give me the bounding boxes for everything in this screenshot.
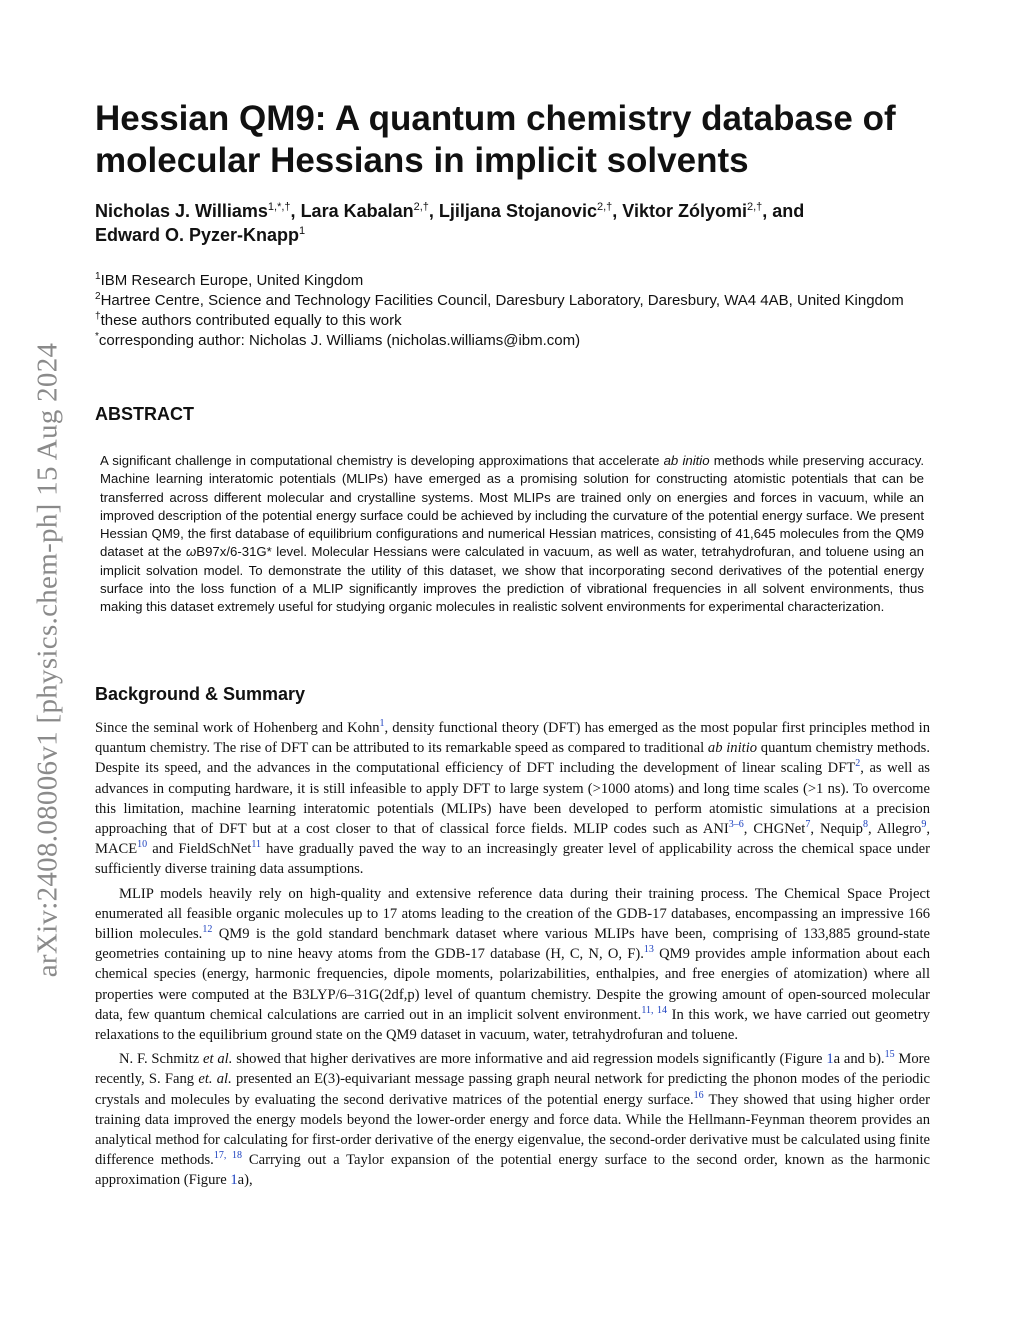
body-text: [95, 718, 930, 1195]
figure-reference-link[interactable]: 1: [230, 1172, 238, 1189]
citation-link[interactable]: 12: [202, 924, 213, 936]
paragraph: N. F. Schmitz et al. showed that higher derivatives are more informative and aid regression models significantly (Figure 1a and b).$^{15}$ More recently, S. Fang et. al. presented an E(3)-equivariant message passing graph neural network for predicting the phonon modes of the periodic crystals and molecules by evaluating the second derivative matrices of the potential energy surface.$^{16}$ They showed that using higher order training data improved the energy models beyond the lower-order energy and force data. While the Hellmann-Feynman theorem provides an analytical method for calculating for first-order derivative of the energy eigenvalue, the second-order derivative must be calculated using finite difference methods.$^{17, 18}$ Carrying out a Taylor expansion of the potential energy surface to the second order, known as the harmonic approximation (Figure 1a),: [95, 1049, 931, 1189]
author-affiliation-mark: 2,†: [746, 201, 763, 213]
citation-link[interactable]: 9: [921, 819, 927, 831]
citation-link[interactable]: 8: [862, 819, 868, 831]
author-name: Nicholas J. Williams: [95, 201, 268, 221]
citation-link[interactable]: 13: [643, 944, 654, 956]
author-affiliation-mark: 1,*,†: [267, 201, 291, 213]
citation-link[interactable]: 10: [137, 839, 148, 851]
affiliation-item: *corresponding author: Nicholas J. Williams (nicholas.williams@ibm.com): [95, 331, 581, 349]
author-name: Ljiljana Stojanovic: [438, 201, 597, 221]
citation-link[interactable]: 15: [884, 1049, 895, 1061]
citation-link[interactable]: 17, 18: [213, 1150, 243, 1162]
affiliation-item: †these authors contributed equally to this work: [95, 311, 402, 329]
author-affiliation-mark: 2,†: [413, 201, 429, 213]
abstract-text: A significant challenge in computational chemistry is developing approximations that accelerate ab initio methods while preserving accuracy. Machine learning interatomic potentials (MLIPs) have emerged as a promising solution for constructing atomistic potentials that can be transferred across different molecular and crystalline systems. Most MLIPs are trained only on energies and forces in vacuum, while an improved description of the potential energy surface could be achieved by including the curvature of the potential energy surface. We present Hessian QM9, the first database of equilibrium configurations and numerical Hessian matrices, consisting of 41,645 molecules from the QM9 dataset at the ωB97x/6-31G* level. Molecular Hessians were calculated in vacuum, as well as water, tetrahydrofuran, and toluene using an implicit solvation model. To demonstrate the utility of this dataset, we show that incorporating second derivatives of the potential energy surface into the loss function of a MLIP significantly improves the prediction of vibrational frequencies in all solvent environments, thus making this dataset extremely useful for studying organic molecules in realistic solvent environments for experimental characterization.: [100, 453, 924, 615]
author-name: Lara Kabalan: [300, 201, 414, 221]
affiliation-item: $^2$Hartree Centre, Science and Technology Facilities Council, Daresbury Laboratory, Daresbury, WA4 4AB, United Kingdom: [95, 291, 904, 309]
section-heading: Background & Summary: [95, 684, 306, 704]
figure-reference-link[interactable]: 1: [826, 1051, 834, 1068]
affiliation-item: $^1$IBM Research Europe, United Kingdom: [95, 271, 364, 289]
paragraph: MLIP models heavily rely on high-quality and extensive reference data during their training process. The Chemical Space Project enumerated all feasible organic molecules up to 17 atoms leading to the creation of the GDB-17 databases, encompassing an impressive 166 billion molecules.$^{12}$ QM9 is the gold standard benchmark dataset where various MLIPs have been, comprising of 133,885 ground-state geometries containing up to nine heavy atoms from the GDB-17 database (H, C, N, O, F).$^{13}$ QM9 provides ample information about each chemical species (energy, harmonic frequencies, dipole moments, polarizabilities, enthalpies, and free energies of atomization) where all properties were computed at the B3LYP/6–31G(2df,p) level of quantum chemistry. Despite the growing amount of open-sourced molecular data, few quantum chemical calculations are carried out in an implicit solvent environment.$^{11, 14}$ In this work, we have carried out geometry relaxations to the equilibrium ground state on the QM9 dataset in vacuum, water, tetrahydrofuran and toluene.: [95, 885, 931, 1044]
citation-link[interactable]: 2: [855, 758, 861, 770]
paragraph: Since the seminal work of Hohenberg and Kohn$^1$, density functional theory (DFT) has emerged as the most popular first principles method in quantum chemistry. The rise of DFT can be attributed to its remarkable speed as compared to traditional ab initio quantum chemistry methods. Despite its speed, and the advances in the computational efficiency of DFT including the development of linear scaling DFT$^2$, as well as advances in computing hardware, it is still infeasible to apply DFT to large system (>1000 atoms) and long time scales (>1 ns). To overcome this limitation, machine learning interatomic potentials (MLIPs) have been developed to perform atomistic simulations at a precision approaching that of DFT but at a cost closer to that of classical force fields. MLIP codes such as ANI$^{3-6}$, CHGNet$^7$, Nequip$^8$, Allegro$^9$, MACE$^{10}$ and FieldSchNet$^{11}$ have gradually paved the way to an increasingly greater level of applicability across the chemical space under sufficiently diverse training data assumptions.: [95, 718, 931, 878]
author-list: Nicholas J. Williams$^{1,*,\dagger}$, Lara Kabalan$^{2,\dagger}$, Ljiljana Stojanovic$^{2,\dagger}$, Viktor Zólyomi$^{2,\dagger}$, and Edward O. Pyzer-Knapp$^1$: [95, 201, 805, 245]
citation-link[interactable]: 11, 14: [641, 1004, 667, 1016]
citation-link[interactable]: 7: [805, 819, 811, 831]
author-affiliation-mark: 1: [299, 225, 306, 237]
author-name: Viktor Zólyomi: [622, 201, 747, 221]
paper-title: Hessian QM9: A quantum chemistry database of molecular Hessians in implicit solvents: [95, 99, 896, 180]
citation-link[interactable]: 11: [251, 839, 261, 851]
citation-link[interactable]: 1: [379, 718, 385, 730]
abstract-heading: ABSTRACT: [95, 404, 194, 424]
affiliation-list: [95, 271, 935, 351]
author-name: Edward O. Pyzer-Knapp: [95, 225, 300, 245]
author-affiliation-mark: 2,†: [596, 201, 613, 213]
citation-link[interactable]: 3–6: [728, 819, 744, 831]
arxiv-identifier: arXiv:2408.08006v1 [physics.chem-ph] 15 Aug 2024: [31, 342, 64, 978]
citation-link[interactable]: 16: [693, 1089, 704, 1101]
